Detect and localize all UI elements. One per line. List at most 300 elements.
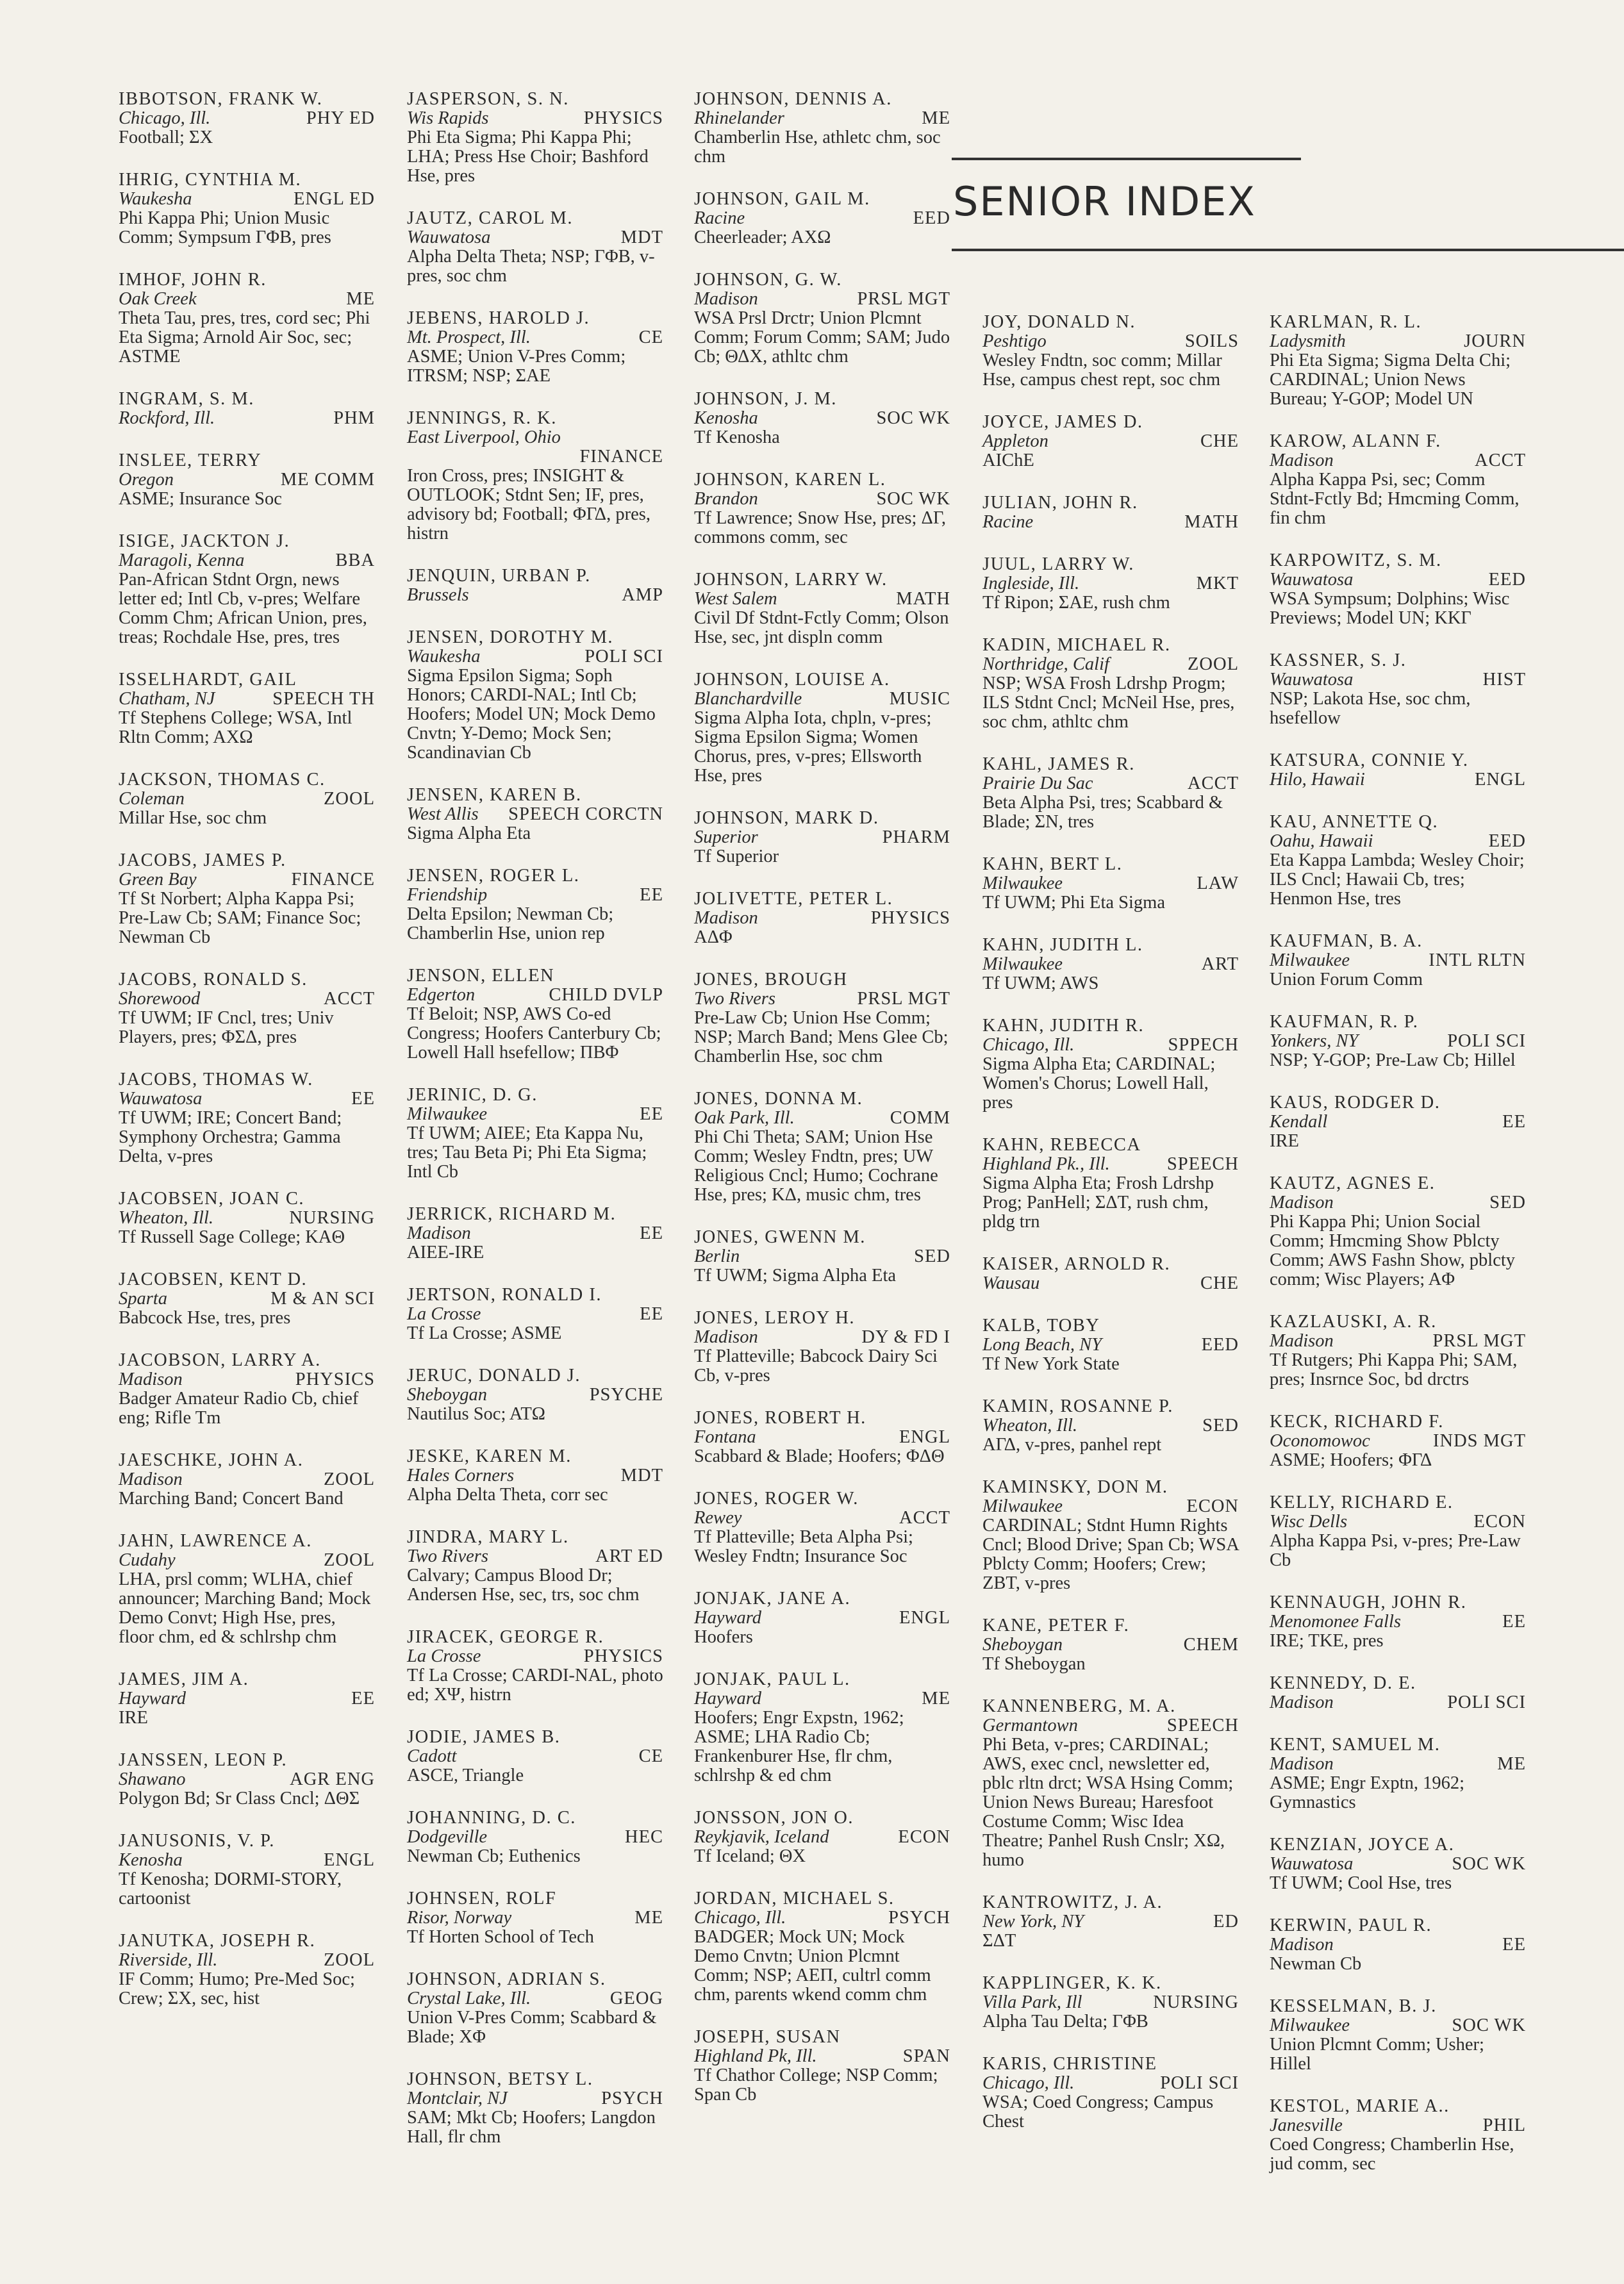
hometown: Cadott — [407, 1746, 457, 1766]
major: AMP — [622, 585, 663, 605]
index-entry — [119, 451, 375, 509]
hometown: Appleton — [982, 431, 1048, 451]
hometown-line — [407, 1304, 663, 1324]
index-entry — [407, 1889, 663, 1947]
hometown: Brussels — [407, 585, 469, 605]
major: EE — [1502, 1612, 1526, 1632]
index-entry — [1270, 1835, 1526, 1893]
hometown-line — [407, 1827, 663, 1847]
hometown: Wheaton, Ill. — [119, 1208, 214, 1228]
major: ENGL — [324, 1850, 375, 1870]
hometown-line — [407, 885, 663, 905]
hometown-line — [694, 1427, 950, 1447]
activities: Phi Eta Sigma; Phi Kappa Phi; LHA; Press Hse Choir; Bashford Hse, pres — [407, 128, 649, 186]
hometown: Chicago, Ill. — [119, 108, 211, 128]
activities: Sigma Epsilon Sigma; Soph Honors; CARDI-NAL; Intl Cb; Hoofers; Model UN; Mock Demo Cnvtn; Y-Demo; Mock Sen; Scandinavian Cb — [407, 666, 656, 763]
major: ENGL — [899, 1608, 950, 1628]
student-name: KAU, ANNETTE Q. — [1270, 812, 1439, 832]
major: PRSL MGT — [857, 289, 950, 309]
hometown: Maragoli, Kenna — [119, 550, 245, 570]
hometown: Kenosha — [119, 1850, 183, 1870]
hometown: Sparta — [119, 1289, 168, 1309]
student-name: JACOBS, RONALD S. — [119, 970, 308, 989]
hometown-line — [982, 1416, 1239, 1436]
hometown-line — [119, 470, 375, 490]
student-name: JODIE, JAMES B. — [407, 1727, 561, 1747]
activities: LHA, prsl comm; WLHA, chief announcer; Marching Band; Mock Demo Convt; High Hse, pres, floor chm, ed & schlrshp chm — [119, 1569, 371, 1647]
hometown: Edgerton — [407, 985, 476, 1005]
hometown-line — [694, 1689, 950, 1709]
hometown-line — [1270, 2015, 1526, 2035]
hometown-line — [694, 908, 950, 928]
hometown-line — [982, 1273, 1239, 1293]
index-entry — [982, 555, 1239, 613]
hometown-line — [1270, 950, 1526, 970]
hometown: Yonkers, NY — [1270, 1031, 1359, 1051]
index-entry — [694, 1409, 950, 1466]
activities: AΔΦ — [694, 927, 733, 947]
hometown-line — [694, 1508, 950, 1528]
activities: Newman Cb; Euthenics — [407, 1846, 581, 1866]
activities: Civil Df Stdnt-Fctly Comm; Olson Hse, sec, jnt displn comm — [694, 608, 949, 647]
activities: SAM; Mkt Cb; Hoofers; Langdon Hall, flr chm — [407, 2108, 656, 2147]
hometown: Oak Park, Ill. — [694, 1108, 795, 1128]
index-column-5 — [1270, 313, 1526, 2197]
activities: Nautilus Soc; ATΩ — [407, 1404, 545, 1424]
major: PSYCH — [888, 1908, 950, 1928]
major: EE — [1502, 1935, 1526, 1955]
major: EED — [913, 208, 950, 228]
hometown-line — [119, 108, 375, 128]
hometown-line — [119, 1289, 375, 1309]
hometown: Chicago, Ill. — [694, 1908, 786, 1928]
activities: ΣΔT — [982, 1931, 1016, 1951]
index-entry — [982, 1136, 1239, 1232]
index-entry — [1270, 1493, 1526, 1570]
index-entry — [694, 1889, 950, 2005]
student-name: JULIAN, JOHN R. — [982, 493, 1138, 513]
hometown-line — [407, 1546, 663, 1566]
hometown: Milwaukee — [982, 1496, 1063, 1516]
major: ACCT — [323, 989, 375, 1009]
student-name: JACOBS, THOMAS W. — [119, 1070, 313, 1089]
hometown: Racine — [982, 512, 1034, 532]
major: EE — [640, 1223, 663, 1243]
major: EE — [1502, 1112, 1526, 1132]
index-entry — [119, 90, 375, 147]
major: ME — [346, 289, 375, 309]
index-entry — [1270, 751, 1526, 790]
hometown-line — [1270, 2115, 1526, 2135]
hometown-line — [982, 1154, 1239, 1174]
activities: IRE — [1270, 1131, 1299, 1151]
student-name: JOSEPH, SUSAN — [694, 2027, 841, 2047]
activities: Calvary; Campus Blood Dr; Andersen Hse, sec, trs, soc chm — [407, 1566, 640, 1605]
index-entry — [119, 1670, 375, 1728]
activities: Newman Cb — [1270, 1954, 1362, 1974]
activities: Tf Rutgers; Phi Kappa Phi; SAM, pres; Insrnce Soc, bd drctrs — [1270, 1350, 1518, 1389]
major: SOC WK — [1452, 2015, 1526, 2035]
major: CHE — [1200, 1273, 1239, 1293]
index-entry — [119, 1451, 375, 1509]
hometown: Wis Rapids — [407, 108, 489, 128]
student-name: JOYCE, JAMES D. — [982, 412, 1143, 432]
hometown: Madison — [1270, 1331, 1334, 1351]
hometown: Long Beach, NY — [982, 1335, 1102, 1355]
major: EE — [640, 1304, 663, 1324]
hometown-line — [694, 108, 950, 128]
index-entry — [119, 851, 375, 947]
student-name: JAUTZ, CAROL M. — [407, 208, 573, 228]
index-entry — [694, 890, 950, 947]
index-entry — [982, 636, 1239, 732]
hometown: Madison — [407, 1223, 471, 1243]
activities: Iron Cross, pres; INSIGHT & OUTLOOK; Stdnt Sen; IF, pres, advisory bd; Football; ΦΓΔ, pres, histrn — [407, 466, 650, 543]
student-name: KARIS, CHRISTINE — [982, 2054, 1157, 2074]
hometown: Riverside, Ill. — [119, 1950, 218, 1970]
hometown: New York, NY — [982, 1912, 1084, 1932]
hometown-line — [982, 1035, 1239, 1055]
activities: Badger Amateur Radio Cb, chief eng; Rifle Tm — [119, 1389, 359, 1428]
activities: Chamberlin Hse, athletc chm, soc chm — [694, 128, 941, 167]
hometown-line — [982, 512, 1239, 532]
student-name: JONJAK, JANE A. — [694, 1589, 851, 1609]
major: ECON — [898, 1827, 950, 1847]
student-name: JINDRA, MARY L. — [407, 1527, 569, 1547]
hometown: Wheaton, Ill. — [982, 1416, 1078, 1436]
title-block — [952, 154, 1624, 256]
major: EE — [351, 1089, 375, 1109]
hometown: Milwaukee — [982, 954, 1063, 974]
major: ME — [922, 108, 950, 128]
student-name: JANUTKA, JOSEPH R. — [119, 1931, 316, 1951]
hometown-line — [119, 1950, 375, 1970]
student-name: JANSSEN, LEON P. — [119, 1750, 288, 1770]
hometown-line — [1270, 570, 1526, 590]
student-name: JACKSON, THOMAS C. — [119, 770, 326, 790]
index-entry — [982, 1974, 1239, 2032]
hometown: Dodgeville — [407, 1827, 488, 1847]
student-name: JOHNSON, KAREN L. — [694, 470, 886, 490]
index-column-1 — [119, 90, 375, 2032]
hometown-line — [982, 431, 1239, 451]
hometown-line — [407, 228, 663, 247]
activities: ASME; Union V-Pres Comm; ITRSM; NSP; ΣAE — [407, 347, 626, 386]
activities: Tf St Norbert; Alpha Kappa Psi; Pre-Law Cb; SAM; Finance Soc; Newman Cb — [119, 889, 361, 947]
student-name: JERINIC, D. G. — [407, 1085, 538, 1105]
student-name: KAHL, JAMES R. — [982, 754, 1135, 774]
index-column-3 — [694, 90, 950, 2128]
hometown-line — [119, 789, 375, 809]
activities: Tf Superior — [694, 847, 779, 866]
major: INTL RLTN — [1429, 950, 1526, 970]
student-name: IHRIG, CYNTHIA M. — [119, 170, 302, 190]
hometown-line — [694, 1908, 950, 1928]
student-name: IMHOF, JOHN R. — [119, 270, 267, 290]
hometown-line — [982, 574, 1239, 593]
major: SPPECH — [1168, 1035, 1239, 1055]
hometown-line — [982, 1496, 1239, 1516]
index-entry — [1270, 1997, 1526, 2074]
hometown-line — [407, 327, 663, 347]
major: SPAN — [902, 2046, 950, 2066]
student-name: JACOBSEN, KENT D. — [119, 1270, 308, 1289]
student-name: KECK, RICHARD F. — [1270, 1412, 1444, 1432]
activities: Football; ΣX — [119, 128, 213, 147]
major: EED — [1201, 1335, 1239, 1355]
hometown: Milwaukee — [407, 1104, 488, 1124]
activities: ASME; Engr Exptn, 1962; Gymnastics — [1270, 1773, 1464, 1812]
hometown: Berlin — [694, 1246, 740, 1266]
student-name: JOHNSON, LARRY W. — [694, 570, 888, 590]
major: COMM — [890, 1108, 950, 1128]
student-name: JENNINGS, R. K. — [407, 408, 557, 428]
hometown: Madison — [119, 1469, 183, 1489]
student-name: KAPPLINGER, K. K. — [982, 1973, 1162, 1993]
index-entry — [982, 1016, 1239, 1113]
index-entry — [407, 2070, 663, 2147]
hometown-line — [119, 1550, 375, 1570]
hometown-line — [694, 827, 950, 847]
activities: NSP; WSA Frosh Ldrshp Progm; ILS Stdnt Cncl; McNeil Hse, pres, soc chm, athltc chm — [982, 674, 1235, 732]
activities: ASME; Hoofers; ΦΓΔ — [1270, 1450, 1432, 1470]
student-name: JONES, LEROY H. — [694, 1308, 856, 1328]
activities: Cheerleader; AXΩ — [694, 228, 831, 247]
major: PHYSICS — [870, 908, 950, 928]
hometown-line — [1270, 1512, 1526, 1532]
hometown-line — [119, 1689, 375, 1709]
student-name: KENNEDY, D. E. — [1270, 1673, 1416, 1693]
hometown: Hayward — [694, 1608, 762, 1628]
major: ME COMM — [280, 470, 375, 490]
activities: Sigma Alpha Eta; Frosh Ldrshp Prog; PanHell; ΣΔT, rush chm, pldg trn — [982, 1173, 1214, 1232]
major: SOILS — [1184, 331, 1239, 351]
major: NURSING — [1153, 1992, 1239, 2012]
student-name: JENSEN, KAREN B. — [407, 785, 582, 805]
index-entry — [407, 1970, 663, 2047]
major: EE — [351, 1689, 375, 1709]
major: AGR ENG — [290, 1769, 375, 1789]
student-name: KAHN, JUDITH R. — [982, 1016, 1145, 1036]
activities: Tf Stephens College; WSA, Intl Rltn Comm; AXΩ — [119, 708, 352, 747]
hometown: Mt. Prospect, Ill. — [407, 327, 531, 347]
hometown-line — [694, 1327, 950, 1347]
activities: Phi Beta, v-pres; CARDINAL; AWS, exec cncl, newsletter ed, pblc rltn drct; WSA Hsing Comm; Union News Bureau; Haresfoot Costume Comm; Wisc Idea Theatre; Panhel Rush Cnslr; XΩ, humo — [982, 1735, 1234, 1870]
hometown: Madison — [1270, 451, 1334, 470]
activities: Sigma Alpha Iota, chpln, v-pres; Sigma Epsilon Sigma; Women Chorus, pres, v-pres; Ellsworth Hse, pres — [694, 708, 932, 786]
activities: Phi Kappa Phi; Union Music Comm; Sympsum ΓΦB, pres — [119, 208, 331, 247]
index-column-2 — [407, 90, 663, 2170]
major: PSYCHE — [589, 1385, 663, 1405]
hometown: Villa Park, Ill — [982, 1992, 1082, 2012]
activities: Babcock Hse, tres, pres — [119, 1308, 291, 1328]
major: SED — [1202, 1416, 1239, 1436]
hometown-line — [1270, 331, 1526, 351]
hometown-line — [119, 289, 375, 309]
major: PHARM — [882, 827, 950, 847]
activities: Phi Chi Theta; SAM; Union Hse Comm; Wesley Fndtn, pres; UW Religious Cncl; Humo; Cochrane Hse, pres; KΔ, music chm, tres — [694, 1127, 938, 1205]
activities: IRE — [119, 1708, 148, 1728]
index-entry — [694, 1089, 950, 1205]
activities: Eta Kappa Lambda; Wesley Choir; ILS Cncl; Hawaii Cb, tres; Henmon Hse, tres — [1270, 850, 1525, 909]
activities: Tf Platteville; Babcock Dairy Sci Cb, v-pres — [694, 1346, 938, 1386]
index-entry — [982, 313, 1239, 390]
major: PHYSICS — [295, 1370, 375, 1389]
student-name: JONES, BROUGH — [694, 970, 848, 989]
major: ZOOL — [324, 1950, 375, 1970]
student-name: JOHNSON, J. M. — [694, 389, 837, 409]
hometown: Madison — [694, 908, 758, 928]
hometown-line — [982, 1912, 1239, 1932]
index-entry — [694, 470, 950, 547]
index-entry — [694, 970, 950, 1066]
hometown-line — [1270, 451, 1526, 470]
hometown-line — [982, 331, 1239, 351]
hometown-line — [407, 1746, 663, 1766]
hometown: Fontana — [694, 1427, 756, 1447]
activities: Tf La Crosse; ASME — [407, 1323, 562, 1343]
major: LAW — [1197, 873, 1239, 893]
index-entry — [1270, 1916, 1526, 1974]
major: POLI SCI — [1447, 1692, 1526, 1712]
activities: WSA Prsl Drctr; Union Plcmnt Comm; Forum Comm; SAM; Judo Cb; ΘΔX, athltc chm — [694, 308, 950, 367]
activities: Alpha Delta Theta, corr sec — [407, 1485, 608, 1505]
activities: Tf UWM; Phi Eta Sigma — [982, 893, 1165, 913]
hometown-line — [407, 804, 663, 824]
student-name: JONJAK, PAUL L. — [694, 1669, 850, 1689]
hometown-line — [1270, 670, 1526, 690]
index-entry — [694, 809, 950, 866]
major: PHIL — [1482, 2115, 1526, 2135]
activities: Union Plcmnt Comm; Usher; Hillel — [1270, 2035, 1484, 2074]
student-name: KARPOWITZ, S. M. — [1270, 550, 1442, 570]
page-title: SENIOR INDEX — [953, 178, 1256, 225]
activities: Alpha Kappa Psi, sec; Comm Stdnt-Fctly Bd; Hmcming Comm, fin chm — [1270, 470, 1520, 528]
major: SPEECH TH — [272, 689, 375, 709]
index-entry — [119, 770, 375, 828]
title-rule-bottom — [952, 249, 1624, 251]
student-name: JOHNSEN, ROLF — [407, 1889, 557, 1908]
student-name: JASPERSON, S. N. — [407, 89, 569, 109]
hometown: Madison — [694, 1327, 758, 1347]
index-entry — [694, 1309, 950, 1386]
index-entry — [982, 855, 1239, 913]
hometown: Milwaukee — [982, 873, 1063, 893]
major: PHM — [333, 408, 375, 428]
activities: Phi Kappa Phi; Union Social Comm; Hmcming Show Pblcty Comm; AWS Fashn Show, pblcty comm; Wisc Players; AΦ — [1270, 1212, 1516, 1289]
hometown: Shorewood — [119, 989, 201, 1009]
activities: Tf Kenosha; DORMI-STORY, cartoonist — [119, 1869, 342, 1908]
activities: Hoofers; Engr Expstn, 1962; ASME; LHA Radio Cb; Frankenburer Hse, flr chm, schlrshp & ed chm — [694, 1708, 904, 1785]
index-entry — [1270, 1674, 1526, 1712]
student-name: JOHNSON, BETSY L. — [407, 2069, 593, 2089]
hometown-line — [407, 1989, 663, 2008]
major: ZOOL — [324, 789, 375, 809]
activities: Phi Eta Sigma; Sigma Delta Chi; CARDINAL; Union News Bureau; Y-GOP; Model UN — [1270, 351, 1511, 409]
student-name: KANTROWITZ, J. A. — [982, 1892, 1163, 1912]
hometown: Ingleside, Ill. — [982, 574, 1080, 593]
index-entry — [119, 670, 375, 747]
student-name: KAUTZ, AGNES E. — [1270, 1173, 1436, 1193]
index-entry — [407, 409, 663, 543]
hometown-line — [407, 647, 663, 666]
hometown: Wauwatosa — [119, 1089, 203, 1109]
major: ENGL — [899, 1427, 950, 1447]
index-entry — [407, 1286, 663, 1343]
hometown: Sheboygan — [407, 1385, 488, 1405]
hometown-line — [694, 289, 950, 309]
major: BBA — [335, 550, 375, 570]
student-name: JOHNSON, DENNIS A. — [694, 89, 892, 109]
hometown: La Crosse — [407, 1646, 481, 1666]
hometown: Reykjavik, Iceland — [694, 1827, 829, 1847]
index-entry — [1270, 651, 1526, 728]
hometown-line — [982, 873, 1239, 893]
major: MATH — [1184, 512, 1239, 532]
hometown: Wausau — [982, 1273, 1040, 1293]
major: CHEM — [1183, 1635, 1239, 1655]
hometown-line — [407, 108, 663, 128]
index-entry — [119, 1070, 375, 1166]
hometown: Madison — [1270, 1692, 1334, 1712]
student-name: JEBENS, HAROLD J. — [407, 308, 590, 328]
hometown: Oak Creek — [119, 289, 197, 309]
index-entry — [982, 1616, 1239, 1674]
student-name: JENSEN, DOROTHY M. — [407, 627, 614, 647]
student-name: KELLY, RICHARD E. — [1270, 1493, 1454, 1512]
index-entry — [1270, 1593, 1526, 1651]
hometown-line — [407, 1104, 663, 1124]
index-entry — [407, 1086, 663, 1182]
index-entry — [407, 866, 663, 943]
hometown: Risor, Norway — [407, 1908, 512, 1928]
activities: Tf Ripon; ΣAE, rush chm — [982, 593, 1170, 613]
major: POLI SCI — [1160, 2073, 1239, 2093]
major: CE — [638, 327, 663, 347]
activities: Scabbard & Blade; Hoofers; ΦΔΘ — [694, 1446, 945, 1466]
hometown: West Salem — [694, 589, 777, 609]
student-name: JONES, DONNA M. — [694, 1089, 863, 1109]
major: M & AN SCI — [270, 1289, 375, 1309]
major: ACCT — [1187, 774, 1239, 793]
major: PHYSICS — [583, 108, 663, 128]
student-name: JOLIVETTE, PETER L. — [694, 889, 893, 909]
index-entry — [1270, 932, 1526, 989]
student-name: JIRACEK, GEORGE R. — [407, 1627, 604, 1647]
hometown: Madison — [119, 1370, 183, 1389]
index-entry — [1270, 1735, 1526, 1812]
index-entry — [407, 1447, 663, 1505]
activities: Sigma Alpha Eta; CARDINAL; Women's Chorus; Lowell Hall, pres — [982, 1054, 1216, 1113]
activities: Pre-Law Cb; Union Hse Comm; NSP; March Band; Mens Glee Cb; Chamberlin Hse, soc chm — [694, 1008, 949, 1066]
hometown-line — [982, 1992, 1239, 2012]
hometown: Kenosha — [694, 408, 758, 428]
student-name: KAUS, RODGER D. — [1270, 1093, 1441, 1113]
activities: Alpha Kappa Psi, v-pres; Pre-Law Cb — [1270, 1531, 1521, 1570]
hometown: Wauwatosa — [1270, 1854, 1354, 1874]
student-name: JOHNSON, ADRIAN S. — [407, 1969, 606, 1989]
major: SOC WK — [876, 489, 950, 509]
student-name: JENSEN, ROGER L. — [407, 866, 580, 886]
major: SED — [1489, 1193, 1526, 1212]
student-name: JENSON, ELLEN — [407, 966, 555, 986]
hometown-line — [694, 2046, 950, 2066]
major: FINANCE — [579, 447, 663, 467]
index-entry — [407, 1205, 663, 1262]
hometown: Janesville — [1270, 2115, 1343, 2135]
major: FINANCE — [291, 870, 375, 890]
major: EE — [640, 1104, 663, 1124]
